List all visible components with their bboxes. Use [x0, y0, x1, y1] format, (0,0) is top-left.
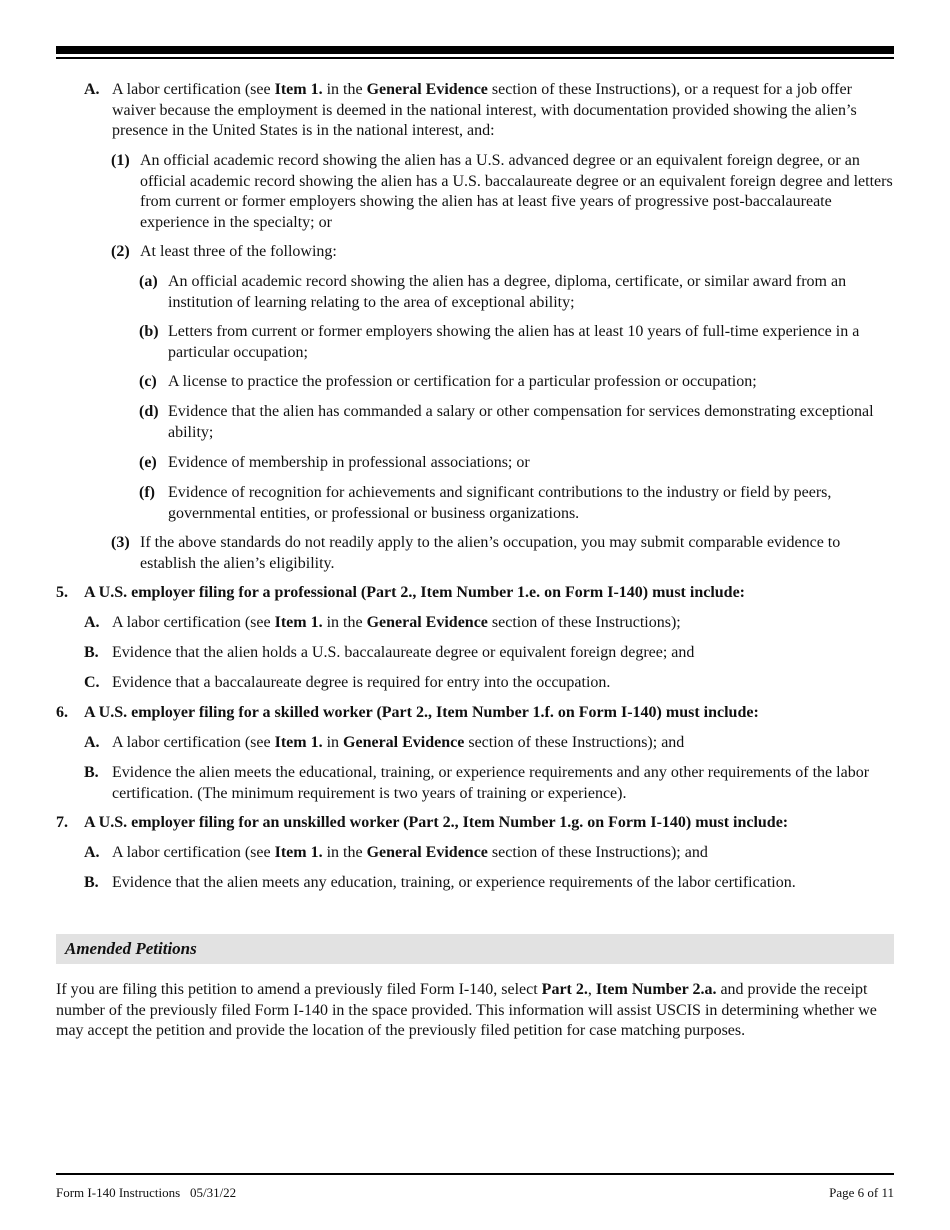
item-heading: A U.S. employer filing for a skilled worker (Part 2., Item Number 1.f. on Form I-140) must include:: [84, 704, 759, 721]
footer-page-number: Page 6 of 11: [829, 1185, 894, 1200]
list-item-5b: [84, 643, 896, 664]
item-text: A labor certification (see Item 1. in the General Evidence section of these Instructions), or a request for a job offer waiver because the employment is deemed in the national interest, with documentation provided showing the alien’s presence in the United States is in the national interest, and:: [112, 81, 857, 139]
item-text: If the above standards do not readily apply to the alien’s occupation, you may submit comparable evidence to establish the alien’s eligibility.: [140, 534, 841, 572]
item-text: Evidence that the alien meets any education, training, or experience requirements of the labor certification.: [112, 874, 796, 891]
list-item-2f: [139, 483, 896, 524]
list-item-6: [56, 703, 896, 724]
list-item-7b: [84, 873, 896, 894]
header-rule-thin: [56, 57, 894, 59]
item-text: Evidence the alien meets the educational, training, or experience requirements and any other requirements of the labor certification. (The minimum requirement is two years of training or experience).: [112, 764, 870, 802]
item-label: B.: [84, 874, 99, 891]
item-text: A labor certification (see Item 1. in the General Evidence section of these Instructions);: [112, 614, 681, 631]
item-text: Evidence that the alien has commanded a salary or other compensation for services demonstrating exceptional ability;: [168, 403, 874, 441]
item-text: Letters from current or former employers showing the alien has at least 10 years of full-time experience in a particular occupation;: [168, 323, 860, 361]
item-label: (3): [111, 534, 130, 551]
item-heading: A U.S. employer filing for a professional (Part 2., Item Number 1.e. on Form I-140) must include:: [84, 584, 745, 601]
list-item-5: [56, 583, 896, 604]
item-heading: A U.S. employer filing for an unskilled worker (Part 2., Item Number 1.g. on Form I-140) must include:: [84, 814, 789, 831]
item-label: 6.: [56, 704, 68, 721]
item-label: A.: [84, 734, 100, 751]
header-rule-thick: [56, 46, 894, 54]
list-item-1: [111, 151, 896, 233]
item-text: Evidence of recognition for achievements and significant contributions to the industry or field by peers, governmental entities, or professional or business organizations.: [168, 484, 832, 522]
item-label: (2): [111, 243, 130, 260]
item-label: B.: [84, 644, 99, 661]
item-text: At least three of the following:: [140, 243, 337, 260]
item-label: B.: [84, 764, 99, 781]
list-item-a: [84, 80, 896, 142]
list-item-6b: [84, 763, 896, 804]
item-text: A labor certification (see Item 1. in General Evidence section of these Instructions); and: [112, 734, 685, 751]
item-text: Evidence that the alien holds a U.S. baccalaureate degree or equivalent foreign degree; and: [112, 644, 695, 661]
list-item-2e: [139, 453, 896, 474]
item-label: C.: [84, 674, 100, 691]
list-item-2d: [139, 402, 896, 443]
list-item-2b: [139, 322, 896, 363]
section-title: Amended Petitions: [65, 939, 197, 958]
item-label: 5.: [56, 584, 68, 601]
list-item-3: [111, 533, 896, 574]
footer-rule: [56, 1173, 894, 1175]
amended-petitions-paragraph: If you are filing this petition to amend a previously filed Form I-140, select Part 2., Item Number 2.a. and provide the receipt number of the previously filed Form I-140 in the space provided. This information will assist USCIS in determining whether we may accept the petition and provide the location of the previously filed petition for case matching purposes.: [56, 981, 877, 1039]
item-text: An official academic record showing the alien has a degree, diploma, certificate, or similar award from an institution of learning relating to the area of exceptional ability;: [168, 273, 847, 311]
list-item-5c: [84, 673, 896, 694]
list-item-2: [111, 242, 896, 263]
item-text: Evidence of membership in professional associations; or: [168, 454, 530, 471]
item-label: (e): [139, 454, 157, 471]
item-label: (c): [139, 373, 157, 390]
item-label: (1): [111, 152, 130, 169]
list-item-2a: [139, 272, 896, 313]
item-text: An official academic record showing the alien has a U.S. advanced degree or an equivalent foreign degree, or an official academic record showing the alien has a U.S. baccalaureate degree or an equivalent foreign degree and letters from current or former employers showing the alien has at least five years of progressive post-baccalaureate experience in the specialty; or: [140, 152, 893, 231]
footer-form-id: Form I-140 Instructions 05/31/22: [56, 1185, 237, 1200]
item-label: (b): [139, 323, 159, 340]
item-label: (f): [139, 484, 155, 501]
item-label: 7.: [56, 814, 68, 831]
list-item-5a: [84, 613, 896, 634]
item-label: (d): [139, 403, 159, 420]
list-item-2c: [139, 372, 896, 393]
list-item-7: [56, 813, 896, 834]
list-item-6a: [84, 733, 896, 754]
item-label: A.: [84, 81, 100, 98]
item-text: A labor certification (see Item 1. in the General Evidence section of these Instructions); and: [112, 844, 708, 861]
item-text: Evidence that a baccalaureate degree is required for entry into the occupation.: [112, 674, 611, 691]
item-label: A.: [84, 614, 100, 631]
item-label: A.: [84, 844, 100, 861]
list-item-7a: [84, 843, 896, 864]
item-label: (a): [139, 273, 158, 290]
item-text: A license to practice the profession or certification for a particular profession or occupation;: [168, 373, 757, 390]
